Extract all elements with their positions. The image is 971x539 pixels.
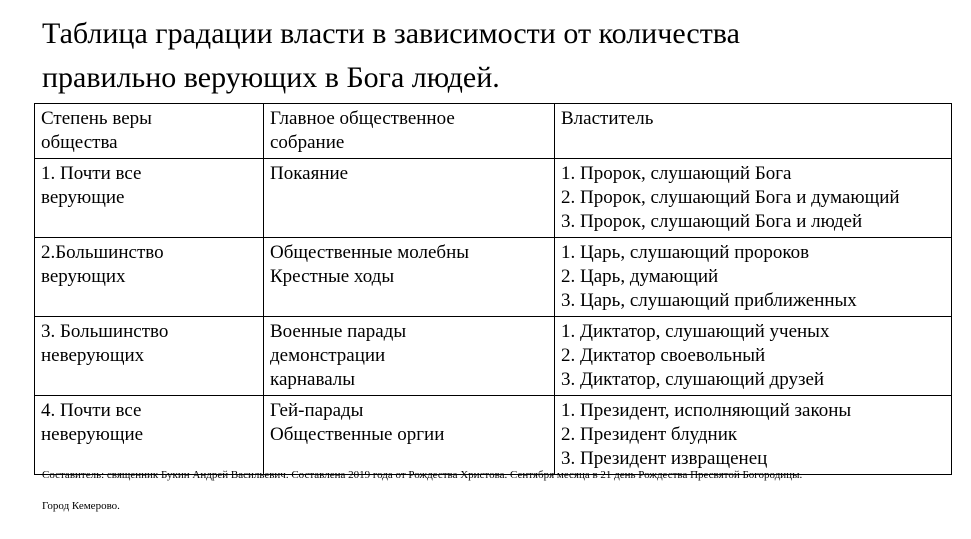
ruler-cell: 1. Пророк, слушающий Бога 2. Пророк, слушающий Бога и думающий 3. Пророк, слушающий Бога и людей (555, 159, 952, 238)
ruler-cell: 1. Президент, исполняющий законы 2. Президент блудник 3. Президент извращенец (555, 396, 952, 475)
header-faith-degree: Степень веры общества (35, 104, 264, 159)
power-gradation-table (34, 103, 952, 475)
table-header-row (35, 104, 952, 159)
assembly-cell: Гей-парады Общественные оргии (264, 396, 555, 475)
header-main-assembly: Главное общественное собрание (264, 104, 555, 159)
assembly-cell: Общественные молебны Крестные ходы (264, 238, 555, 317)
city-note: Город Кемерово. (42, 500, 120, 512)
faith-cell: 4. Почти все неверующие (35, 396, 264, 475)
table-row (35, 396, 952, 475)
page-title (42, 12, 942, 100)
table-row (35, 317, 952, 396)
ruler-cell: 1. Царь, слушающий пророков 2. Царь, думающий 3. Царь, слушающий приближенных (555, 238, 952, 317)
title-line-1: Таблица градации власти в зависимости от количества (42, 17, 740, 50)
compiler-note: Составитель: священник Букин Андрей Васильевич. Составлена 2019 года от Рождества Христова. Сентября месяца в 21 день Рождества Пресвятой Богородицы. (42, 469, 803, 481)
header-ruler: Властитель (555, 104, 952, 159)
table-row (35, 238, 952, 317)
title-line-2: правильно верующих в Бога людей. (42, 61, 500, 94)
ruler-cell: 1. Диктатор, слушающий ученых 2. Диктатор своевольный 3. Диктатор, слушающий друзей (555, 317, 952, 396)
assembly-cell: Покаяние (264, 159, 555, 238)
faith-cell: 2.Большинство верующих (35, 238, 264, 317)
faith-cell: 3. Большинство неверующих (35, 317, 264, 396)
assembly-cell: Военные парады демонстрации карнавалы (264, 317, 555, 396)
faith-cell: 1. Почти все верующие (35, 159, 264, 238)
table-row (35, 159, 952, 238)
